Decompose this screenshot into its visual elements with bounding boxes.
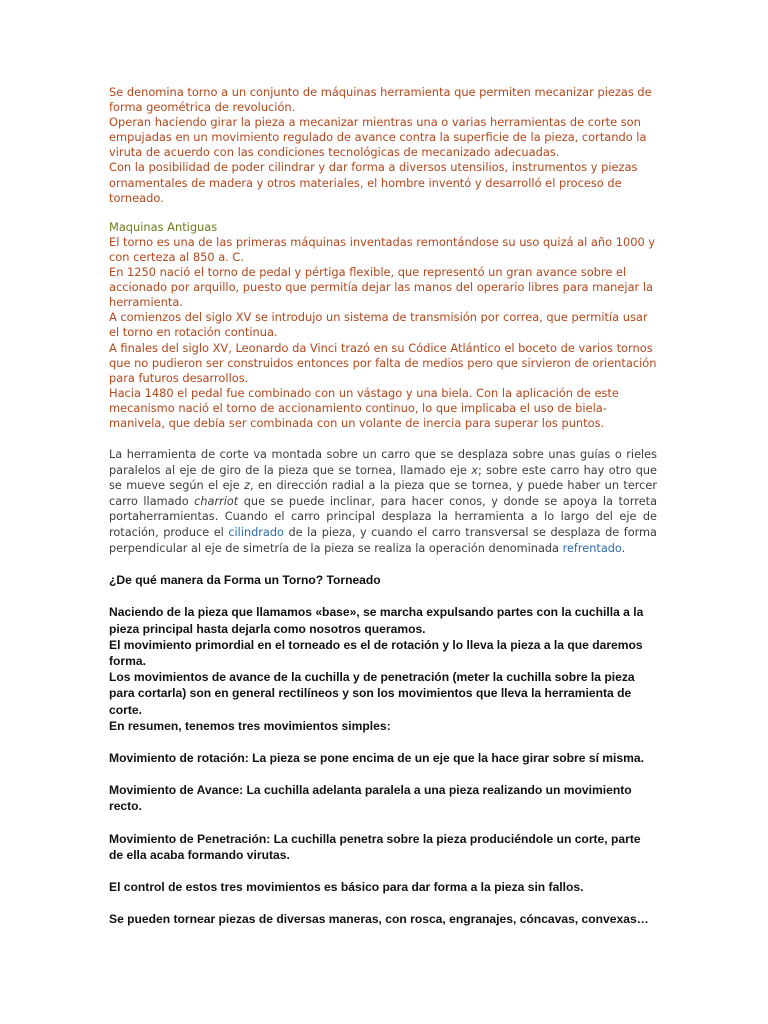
- charriot-term: charriot: [194, 494, 239, 508]
- text-line: A finales del siglo XV, Leonardo da Vinci trazó en su Códice Atlántico el boceto de varios tornos: [109, 340, 653, 355]
- torneado-question: ¿De qué manera da Forma un Torno? Torneado: [109, 573, 381, 588]
- text-run: que se puede inclinar, para hacer conos, y donde se apoya la torreta portaherramientas. Cuando el carro principal desplaza la herramienta a lo largo del eje de rotación, produce el: [109, 494, 657, 540]
- penetracion-line: de ella acaba formando virutas.: [109, 847, 290, 862]
- text-line: manivela, que debía ser combinada con un volante de inercia para superar los puntos.: [109, 415, 605, 430]
- axis-z-term: z: [244, 479, 250, 493]
- text-line: con certeza al 850 a. C.: [109, 249, 245, 264]
- text-line: empujadas en un movimiento regulado de avance contra la superficie de la pieza, cortando la: [109, 130, 647, 145]
- text-run: ; sobre este carro hay otro que se mueve según el eje: [109, 463, 658, 493]
- text-line: para futuros desarrollos.: [109, 370, 249, 385]
- intro-section: [109, 85, 657, 206]
- penetracion-line: Movimiento de Penetración: La cuchilla penetra sobre la pieza produciéndole un corte, parte: [109, 831, 641, 846]
- carro-paragraph: [109, 447, 657, 556]
- text-line: Los movimientos de avance de la cuchilla y de penetración (meter la cuchilla sobre la pieza: [109, 670, 635, 685]
- antiguas-section: [109, 220, 657, 431]
- text-line: A comienzos del siglo XV se introdujo un sistema de transmisión por correa, que permitía usar: [109, 310, 648, 325]
- text-run: , en dirección radial a la pieza que se tornea, y puede haber un tercer carro llamado: [109, 479, 657, 508]
- text-line: ornamentales de madera y otros materiales, el hombre inventó y desarrolló el proceso de: [109, 175, 622, 190]
- text-line: En 1250 nació el torno de pedal y pértiga flexible, que representó un gran avance sobre el: [109, 265, 627, 280]
- text-line: que no pudieron ser construidos entonces por falta de medios pero que sirvieron de orientación: [109, 355, 657, 370]
- avance-line: Movimiento de Avance: La cuchilla adelanta paralela a una pieza realizando un movimiento: [109, 783, 632, 798]
- text-run: .: [621, 541, 626, 555]
- rotacion-line: Movimiento de rotación: La pieza se pone encima de un eje que la hace girar sobre sí misma.: [109, 751, 644, 766]
- text-line: En resumen, tenemos tres movimientos simples:: [109, 718, 391, 733]
- torneado-section: [109, 572, 657, 927]
- text-line: Con la posibilidad de poder cilindrar y dar forma a diversos utensilios, instrumentos y piezas: [109, 160, 638, 175]
- document-page: [109, 85, 657, 927]
- text-line: forma geométrica de revolución.: [109, 100, 296, 115]
- text-line: El torno es una de las primeras máquinas inventadas remontándose su uso quizá al año 1000 y: [109, 234, 656, 249]
- text-line: para cortarla) son en general rectilíneos y son los movimientos que lleva la herramienta de: [109, 686, 632, 701]
- text-line: Operan haciendo girar la pieza a mecanizar mientras una o varias herramientas de corte son: [109, 115, 641, 130]
- text-line: el torno en rotación continua.: [109, 325, 278, 340]
- text-line: corte.: [109, 702, 142, 717]
- refrentado-link[interactable]: refrentado: [562, 541, 622, 555]
- section-heading: Maquinas Antiguas: [109, 219, 218, 234]
- text-line: viruta de acuerdo con las condiciones tecnológicas de mecanizado adecuadas.: [109, 145, 560, 160]
- cilindrado-link[interactable]: cilindrado: [228, 526, 284, 540]
- text-run: de la pieza, y cuando el carro transversal se desplaza de forma perpendicular al eje de simetría de la pieza se realiza la operación denominada: [109, 526, 657, 555]
- text-run: La herramienta de corte va montada sobre un carro que se desplaza sobre unas guías o rieles paralelos al eje de giro de la pieza que se tornea, llamado eje: [109, 448, 657, 477]
- avance-line: recto.: [109, 799, 142, 814]
- text-line: torneado.: [109, 190, 164, 205]
- text-line: Naciendo de la pieza que llamamos «base», se marcha expulsando partes con la cuchilla a la: [109, 605, 644, 620]
- text-line: El movimiento primordial en el torneado es el de rotación y lo lleva la pieza a la que daremos: [109, 637, 643, 652]
- control-line: El control de estos tres movimientos es básico para dar forma a la pieza sin fallos.: [109, 880, 584, 895]
- text-line: Se denomina torno a un conjunto de máquinas herramienta que permiten mecanizar piezas de: [109, 85, 652, 99]
- text-line: mecanismo nació el torno de accionamiento continuo, lo que implicaba el uso de biela-: [109, 400, 607, 415]
- axis-x-term: x: [471, 463, 478, 477]
- text-line: accionado por arquillo, puesto que permitía dejar las manos del operario libres para manejar la: [109, 280, 654, 295]
- text-line: pieza principal hasta dejarla como nosotros queramos.: [109, 621, 426, 636]
- text-line: herramienta.: [109, 295, 183, 310]
- text-line: forma.: [109, 654, 146, 669]
- text-line: Hacia 1480 el pedal fue combinado con un vástago y una biela. Con la aplicación de este: [109, 385, 619, 400]
- maneras-line: Se pueden tornear piezas de diversas maneras, con rosca, engranajes, cóncavas, convexas…: [109, 912, 649, 927]
